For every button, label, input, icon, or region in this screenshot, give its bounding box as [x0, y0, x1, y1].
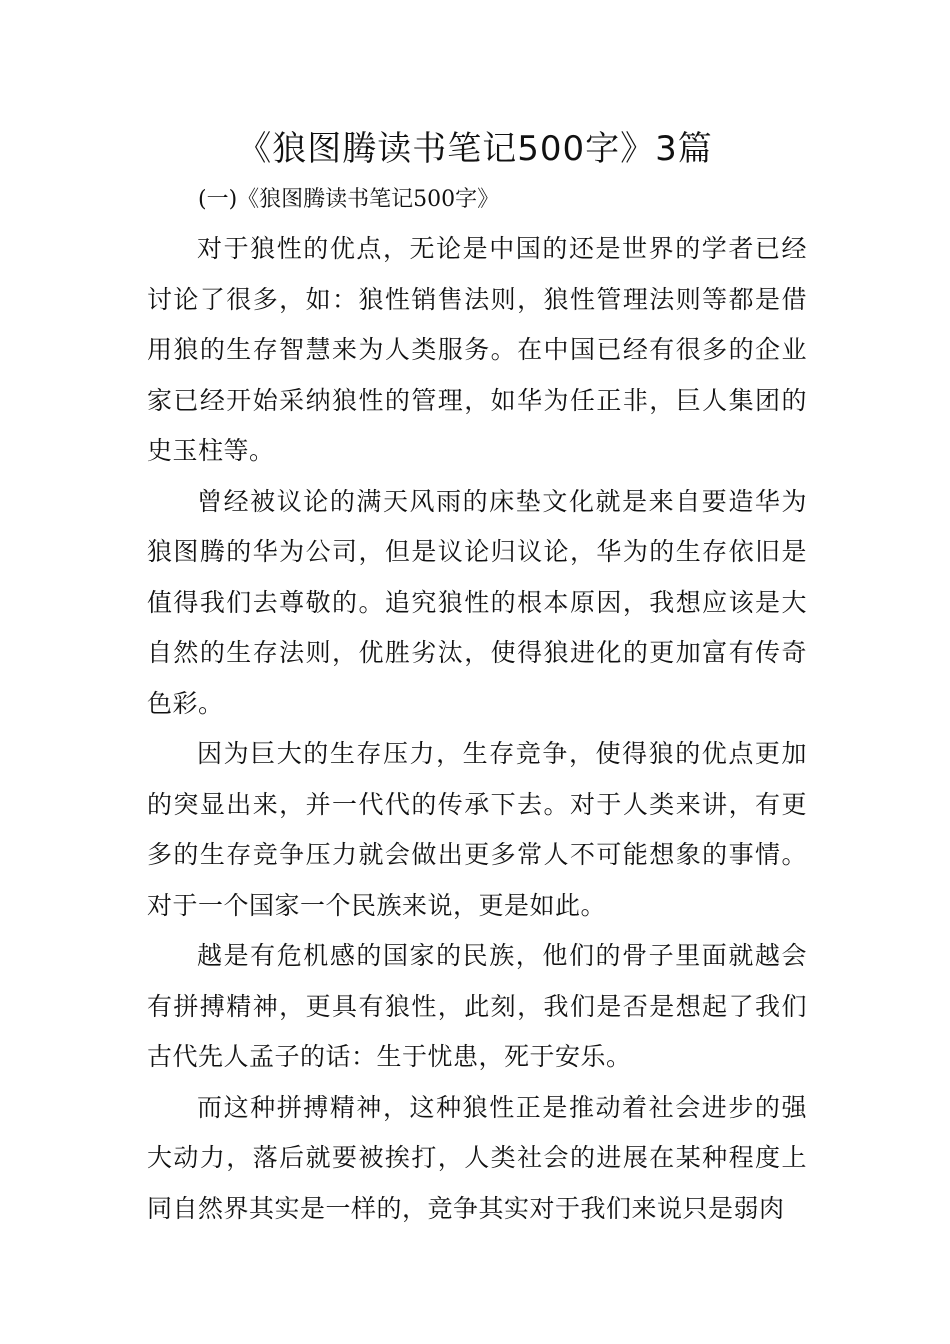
document-title: 《狼图腾读书笔记500字》3篇 [237, 129, 713, 169]
paragraph-4: 越是有危机感的国家的民族，他们的骨子里面就越会有拼搏精神，更具有狼性，此刻，我们是否是想起了我们古代先人孟子的话：生于忧患，死于安乐。 [147, 941, 807, 1071]
paragraph-5: 而这种拼搏精神，这种狼性正是推动着社会进步的强大动力，落后就要被挨打，人类社会的进展在某种程度上同自然界其实是一样的，竞争其实对于我们来说只是弱肉 [147, 1092, 807, 1223]
paragraph-3: 因为巨大的生存压力，生存竞争，使得狼的优点更加的突显出来，并一代代的传承下去。对于人类来讲，有更多的生存竞争压力就会做出更多常人不可能想象的事情。对于一个国家一个民族来说，更是如此。 [147, 739, 807, 920]
document-body [147, 224, 807, 1234]
paragraph-2: 曾经被议论的满天风雨的床垫文化就是来自要造华为狼图腾的华为公司，但是议论归议论，华为的生存依旧是值得我们去尊敬的。追究狼性的根本原因，我想应该是大自然的生存法则，优胜劣汰，使得狼进化的更加富有传奇色彩。 [147, 486, 807, 718]
section-heading: (一)《狼图腾读书笔记500字》 [198, 187, 500, 212]
paragraph-1: 对于狼性的优点，无论是中国的还是世界的学者已经讨论了很多，如：狼性销售法则，狼性管理法则等都是借用狼的生存智慧来为人类服务。在中国已经有很多的企业家已经开始采纳狼性的管理，如华为任正非，巨人集团的史玉柱等。 [147, 234, 807, 465]
